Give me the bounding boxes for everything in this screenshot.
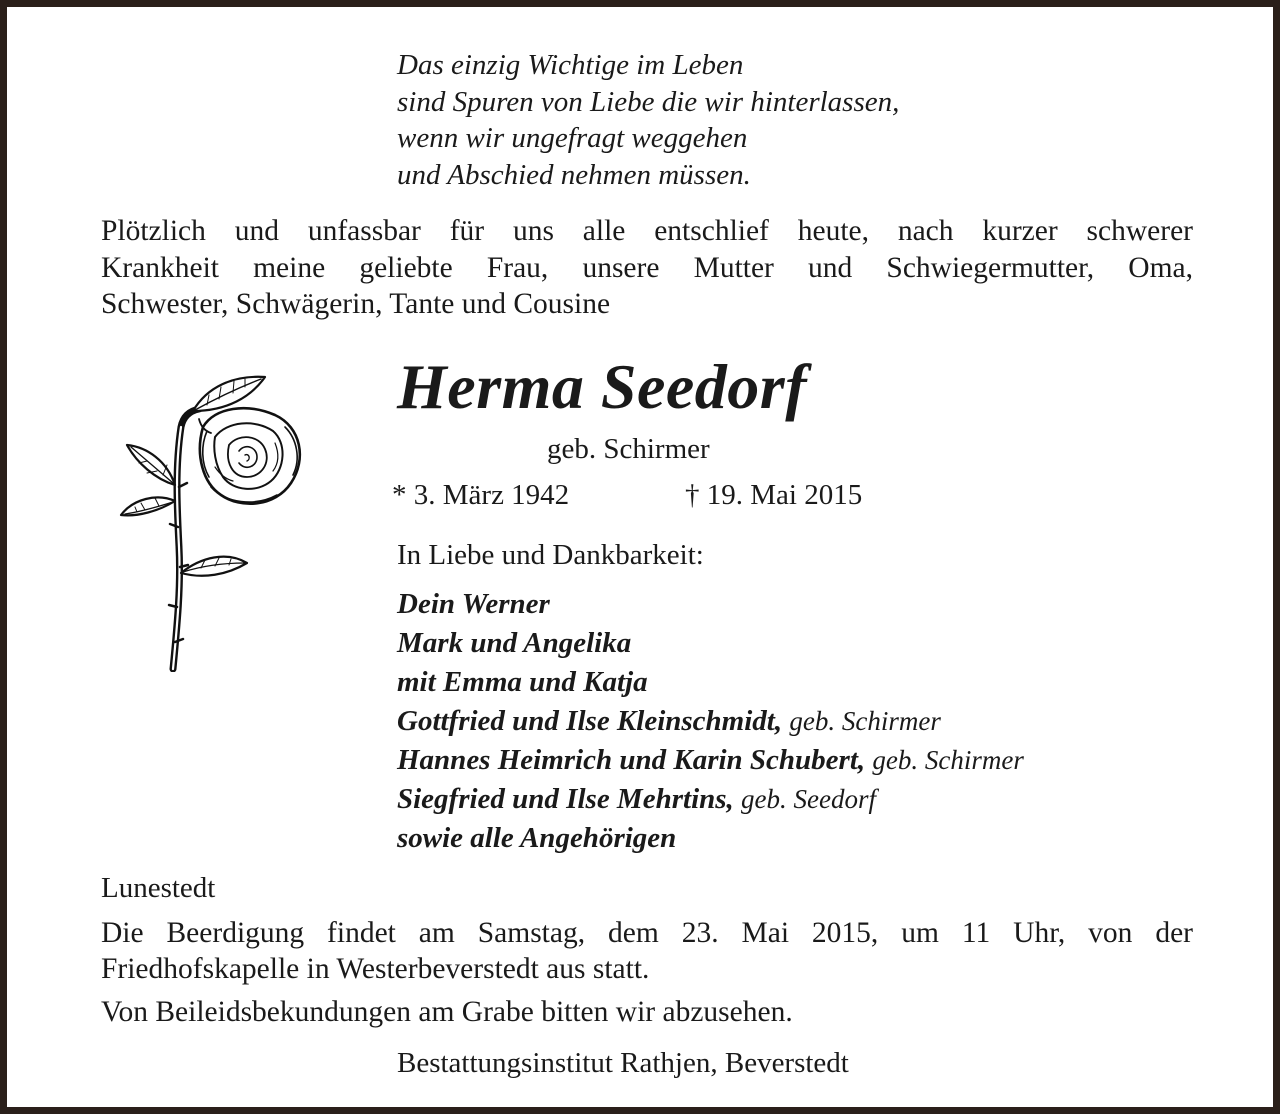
burial-line: Friedhofskapelle in Westerbeverstedt aus statt.	[101, 953, 650, 985]
quote-poem	[397, 47, 899, 193]
mourner-note: geb. Schirmer	[872, 745, 1024, 775]
maiden-name: geb. Schirmer	[547, 433, 710, 465]
mourner-note: geb. Seedorf	[741, 784, 877, 814]
mourner-name: Dein Werner	[397, 588, 550, 620]
undertaker: Bestattungsinstitut Rathjen, Beverstedt	[397, 1047, 849, 1079]
mourner-row	[397, 780, 1024, 819]
mourner-name: mit Emma und Katja	[397, 666, 648, 698]
burial-paragraph	[101, 915, 1193, 987]
quote-line: und Abschied nehmen müssen.	[397, 158, 751, 191]
condolences-note: Von Beileidsbekundungen am Grabe bitten wir abzusehen.	[101, 996, 793, 1028]
mourner-name: sowie alle Angehörigen	[397, 822, 677, 854]
quote-line: Das einzig Wichtige im Leben	[397, 49, 744, 81]
intro-line: Schwester, Schwägerin, Tante und Cousine	[101, 288, 611, 320]
intro-paragraph	[101, 213, 1193, 323]
mourner-name: Siegfried und Ilse Mehrtins,	[397, 783, 734, 815]
mourner-row	[397, 585, 1024, 624]
intro-line: Plötzlich und unfassbar für uns alle entschlief heute, nach kurzer schwerer	[101, 215, 1193, 247]
deceased-name: Herma Seedorf	[397, 351, 807, 422]
mourner-row	[397, 702, 1024, 741]
quote-line: wenn wir ungefragt weggehen	[397, 122, 748, 154]
place-name: Lunestedt	[101, 872, 216, 904]
dedication: In Liebe und Dankbarkeit:	[397, 539, 704, 571]
mourner-name: Gottfried und Ilse Kleinschmidt,	[397, 705, 783, 737]
mourner-name: Mark und Angelika	[397, 627, 632, 659]
mourner-row	[397, 624, 1024, 663]
mourners-list	[397, 585, 1024, 858]
birth-date: * 3. März 1942	[392, 479, 570, 511]
intro-line: Krankheit meine geliebte Frau, unsere Mutter und Schwiegermutter, Oma,	[101, 251, 1193, 284]
death-date: † 19. Mai 2015	[685, 479, 863, 511]
mourner-name: Hannes Heimrich und Karin Schubert,	[397, 744, 866, 776]
mourner-row	[397, 819, 1024, 858]
quote-line: sind Spuren von Liebe die wir hinterlassen,	[397, 85, 900, 118]
rose-illustration	[115, 367, 310, 672]
mourner-note: geb. Schirmer	[789, 706, 941, 736]
mourner-row	[397, 741, 1024, 780]
burial-line: Die Beerdigung findet am Samstag, dem 23. Mai 2015, um 11 Uhr, von der	[101, 917, 1193, 949]
mourner-row	[397, 663, 1024, 702]
